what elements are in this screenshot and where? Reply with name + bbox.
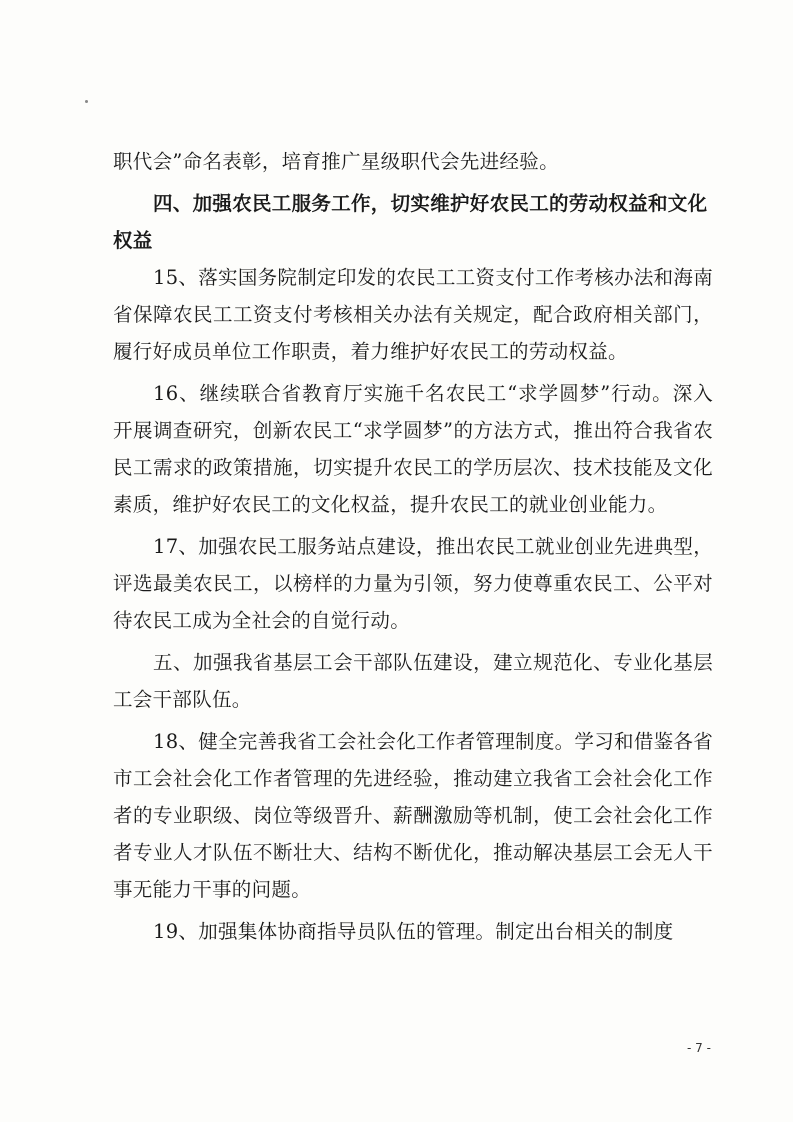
scan-speck [85,100,88,103]
paragraph-continuation: 职代会”命名表彰，培育推广星级职代会先进经验。 [113,150,559,173]
paragraph-item-15: 15、落实国务院制定印发的农民工工资支付工作考核办法和海南省保障农民工工资支付考核相关办法有关规定，配合政府相关部门，履行好成员单位工作职责，着力维护好农民工的劳动权益。 [113,266,714,363]
paragraph-item-18: 18、健全完善我省工会社会化工作者管理制度。学习和借鉴各省市工会社会化工作者管理的先进经验，推动建立我省工会社会化工作者的专业职级、岗位等级晋升、薪酬激励等机制，使工会社会化工作者专业人才队伍不断壮大、结构不断优化，推动解决基层工会无人干事无能力干事的问题。 [113,730,714,901]
paragraph-item-19: 19、加强集体协商指导员队伍的管理。制定出台相关的制度 [153,920,674,943]
paragraph-item-17: 17、加强农民工服务站点建设，推出农民工就业创业先进典型，评选最美农民工，以榜样的力量为引领，努力使尊重农民工、公平对待农民工成为全社会的自觉行动。 [113,535,714,632]
paragraph-item-16: 16、继续联合省教育厅实施千名农民工“求学圆梦”行动。深入开展调查研究，创新农民工“求学圆梦”的方法方式，推出符合我省农民工需求的政策措施，切实提升农民工的学历层次、技术技能及文化素质，维护好农民工的文化权益，提升农民工的就业创业能力。 [113,382,713,516]
section-heading-four: 四、加强农民工服务工作，切实维护好农民工的劳动权益和文化权益 [113,192,708,252]
page-number: - 7 - [687,1041,711,1055]
document-body [113,143,713,950]
section-heading-five: 五、加强我省基层工会干部队伍建设，建立规范化、专业化基层工会干部队伍。 [113,651,713,711]
